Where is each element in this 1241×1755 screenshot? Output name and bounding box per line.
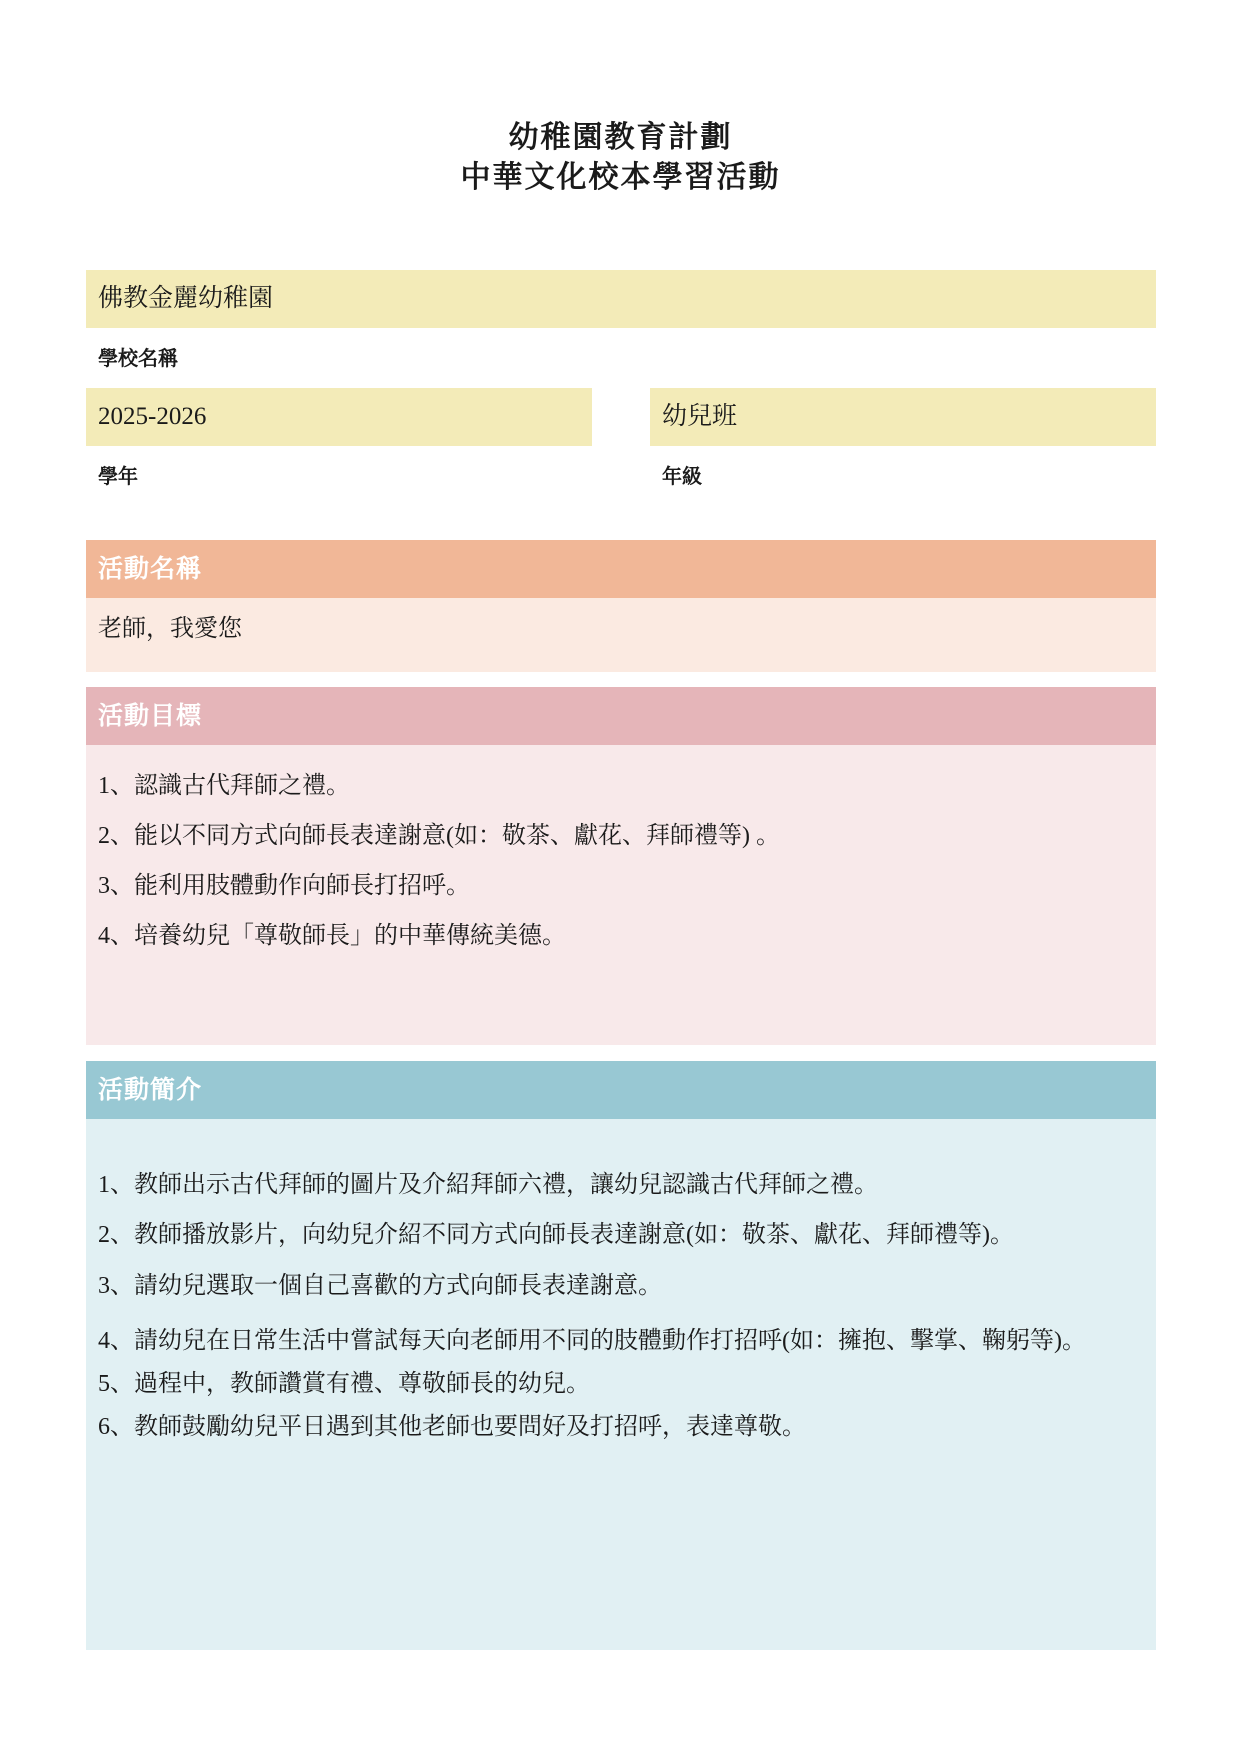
school-name-field: 佛教金麗幼稚園 xyxy=(86,270,1156,328)
objective-item: 2、能以不同方式向師長表達謝意(如：敬茶、獻花、拜師禮等) 。 xyxy=(98,823,780,849)
objective-item: 3、能利用肢體動作向師長打招呼。 xyxy=(98,873,470,899)
summary-item: 5、過程中，教師讚賞有禮、尊敬師長的幼兒。 xyxy=(98,1371,590,1397)
grade-field: 幼兒班 xyxy=(650,388,1156,446)
school-name-label: 學校名稱 xyxy=(98,346,178,370)
objectives-section xyxy=(86,745,1156,1045)
title-line-1: 幼稚園教育計劃 xyxy=(508,120,733,155)
summary-section xyxy=(86,1119,1156,1650)
page-title xyxy=(0,118,1241,198)
activity-name-heading: 活動名稱 xyxy=(86,540,1156,598)
title-line-2: 中華文化校本學習活動 xyxy=(460,160,781,195)
summary-item: 2、教師播放影片，向幼兒介紹不同方式向師長表達謝意(如：敬茶、獻花、拜師禮等)。 xyxy=(98,1222,1014,1248)
summary-item: 6、教師鼓勵幼兒平日遇到其他老師也要問好及打招呼，表達尊敬。 xyxy=(98,1414,806,1440)
summary-heading: 活動簡介 xyxy=(86,1061,1156,1119)
objective-item: 1、認識古代拜師之禮。 xyxy=(98,773,350,799)
summary-item: 4、請幼兒在日常生活中嘗試每天向老師用不同的肢體動作打招呼(如：擁抱、擊掌、鞠躬等)。 xyxy=(98,1328,1086,1354)
summary-item: 3、請幼兒選取一個自己喜歡的方式向師長表達謝意。 xyxy=(98,1273,662,1299)
school-year-field: 2025-2026 xyxy=(86,388,592,446)
school-year-label: 學年 xyxy=(98,464,138,488)
objectives-heading: 活動目標 xyxy=(86,687,1156,745)
activity-name-value: 老師，我愛您 xyxy=(98,616,242,642)
summary-item: 1、教師出示古代拜師的圖片及介紹拜師六禮，讓幼兒認識古代拜師之禮。 xyxy=(98,1172,878,1198)
grade-label: 年級 xyxy=(662,464,702,488)
objective-item: 4、培養幼兒「尊敬師長」的中華傳統美德。 xyxy=(98,923,566,949)
activity-name-section xyxy=(86,598,1156,672)
